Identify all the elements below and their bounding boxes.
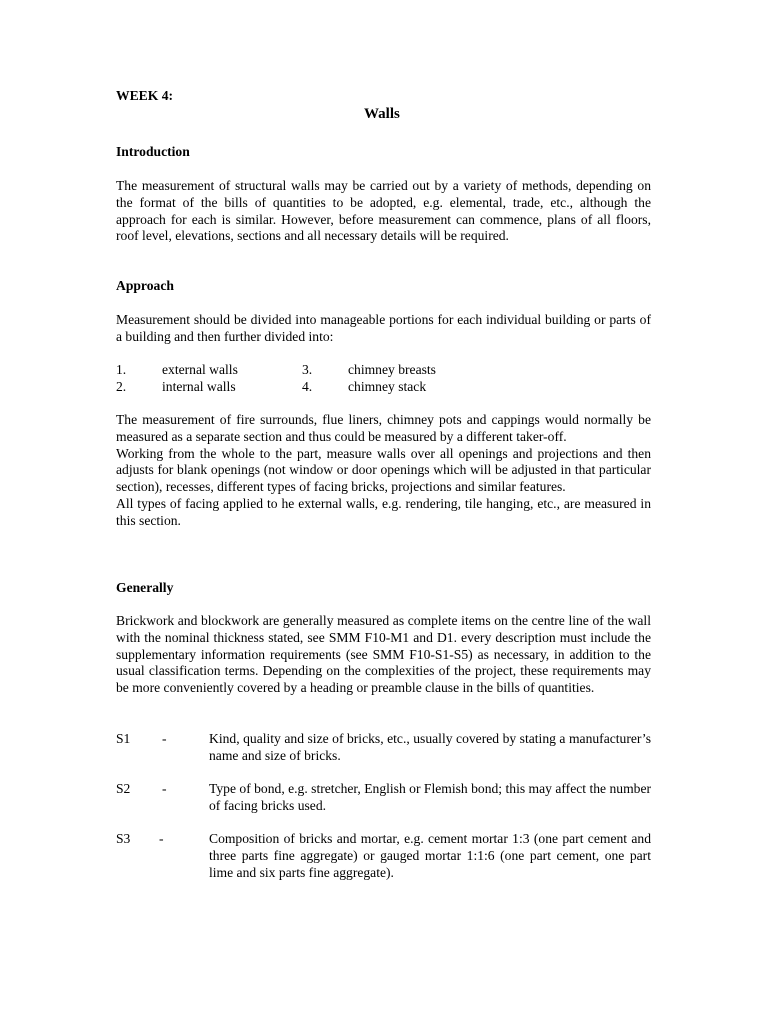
page-title: Walls	[364, 106, 400, 122]
item-code: S1	[116, 731, 131, 746]
list-item-label: internal walls	[162, 378, 236, 394]
item-code: S3	[116, 831, 131, 846]
list-item-label: chimney breasts	[348, 362, 436, 377]
item-dash: -	[159, 831, 164, 846]
generally-heading: Generally	[116, 580, 174, 595]
approach-body	[116, 412, 651, 530]
item-code: S2	[116, 781, 131, 796]
supplementary-item-s1	[116, 731, 651, 765]
approach-heading: Approach	[116, 278, 174, 293]
list-item-label: external walls	[162, 362, 238, 377]
item-description: Composition of bricks and mortar, e.g. cement mortar 1:3 (one part cement and three parts fine aggregate) or gauged mortar 1:1:6 (one part cement, one part lime and six parts fine aggregate).	[209, 831, 651, 880]
list-item-label: chimney stack	[348, 378, 427, 394]
supplementary-item-s2	[116, 781, 651, 815]
introduction-paragraph: The measurement of structural walls may be carried out by a variety of methods, depending on the format of the bills of quantities to be adopted, e.g. elemental, trade, etc., although the approach for each is similar. However, before measurement can commence, plans of all floors, roof level, elevations, sections and all necessary details will be required.	[116, 178, 651, 244]
list-item-number: 3.	[302, 362, 313, 377]
list-item-number: 1.	[116, 362, 127, 377]
item-description: Kind, quality and size of bricks, etc., usually covered by stating a manufacturer’s name and size of bricks.	[209, 731, 651, 763]
approach-paragraph-1: The measurement of fire surrounds, flue liners, chimney pots and cappings would normally be measured as a separate section and thus could be measured by a different taker-off.	[116, 412, 651, 444]
approach-paragraph-2: Working from the whole to the part, measure walls over all openings and projections and then adjusts for blank openings (not window or door openings which will be adjusted in that particular section), recesses, different types of facing bricks, projections and similar features.	[116, 445, 651, 495]
item-dash: -	[162, 731, 167, 746]
approach-list	[116, 362, 651, 396]
approach-intro-paragraph: Measurement should be divided into manageable portions for each individual building or parts of a building and then further divided into:	[116, 312, 651, 344]
item-description: Type of bond, e.g. stretcher, English or Flemish bond; this may affect the number of facing bricks used.	[209, 781, 651, 813]
introduction-heading: Introduction	[116, 144, 190, 159]
approach-paragraph-3: All types of facing applied to he external walls, e.g. rendering, tile hanging, etc., are measured in this section.	[116, 495, 651, 528]
item-dash: -	[162, 781, 167, 796]
list-item-number: 4.	[302, 378, 313, 394]
list-item-number: 2.	[116, 378, 127, 394]
generally-paragraph: Brickwork and blockwork are generally measured as complete items on the centre line of the wall with the nominal thickness stated, see SMM F10-M1 and D1. every description must include the supplementary information requirements (see SMM F10-S1-S5) as necessary, in addition to the usual classification terms. Depending on the complexities of the project, these requirements may be more conveniently covered by a heading or preamble clause in the bills of quantities.	[116, 613, 651, 696]
supplementary-item-s3	[116, 831, 651, 882]
week-label: WEEK 4:	[116, 88, 174, 103]
